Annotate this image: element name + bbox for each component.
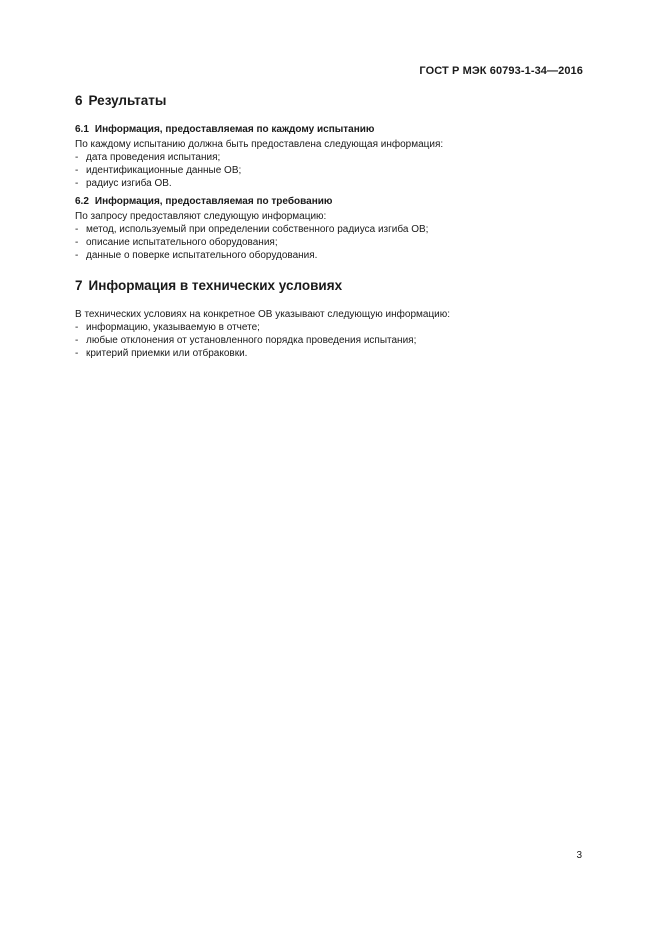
page-content xyxy=(75,93,595,360)
dash-marker: - xyxy=(75,165,79,176)
dash-marker: - xyxy=(75,152,79,163)
bullet-list-7 xyxy=(75,321,595,360)
subsection-number: 6.2 xyxy=(75,196,89,207)
document-code: ГОСТ Р МЭК 60793-1-34—2016 xyxy=(419,65,583,77)
dash-marker: - xyxy=(75,224,79,235)
dash-marker: - xyxy=(75,348,79,359)
dash-marker: - xyxy=(75,178,79,189)
section-title: Результаты xyxy=(88,93,167,108)
section-7-heading xyxy=(75,278,595,294)
list-item: - критерий приемки или отбраковки. xyxy=(75,348,248,359)
list-item: - метод, используемый при определении собственного радиуса изгиба ОВ; xyxy=(75,224,429,235)
list-item: - информацию, указываемую в отчете; xyxy=(75,322,260,333)
section-number: 6 xyxy=(75,93,83,108)
list-item: - дата проведения испытания; xyxy=(75,152,221,163)
paragraph: По каждому испытанию должна быть предоставлена следующая информация: xyxy=(75,139,444,150)
list-item: - любые отклонения от установленного порядка проведения испытания; xyxy=(75,335,417,346)
list-item: - радиус изгиба ОВ. xyxy=(75,178,172,189)
subsection-title: Информация, предоставляемая по требованию xyxy=(94,196,333,207)
dash-marker: - xyxy=(75,250,79,261)
paragraph: По запросу предоставляют следующую информацию: xyxy=(75,211,327,222)
list-item: - идентификационные данные ОВ; xyxy=(75,165,242,176)
list-item: - данные о поверке испытательного оборудования. xyxy=(75,250,318,261)
section-number: 7 xyxy=(75,278,83,293)
dash-marker: - xyxy=(75,322,79,333)
paragraph: В технических условиях на конкретное ОВ указывают следующую информацию: xyxy=(75,309,451,320)
bullet-list-6-1 xyxy=(75,151,595,190)
list-item: - описание испытательного оборудования; xyxy=(75,237,278,248)
dash-marker: - xyxy=(75,335,79,346)
subsection-number: 6.1 xyxy=(75,124,89,135)
subsection-title: Информация, предоставляемая по каждому испытанию xyxy=(94,124,375,135)
section-title: Информация в технических условиях xyxy=(88,278,343,293)
subsection-6-2-heading xyxy=(75,195,595,208)
bullet-list-6-2 xyxy=(75,223,595,262)
section-6-heading xyxy=(75,93,595,109)
dash-marker: - xyxy=(75,237,79,248)
subsection-6-1-heading xyxy=(75,123,595,136)
page-number: 3 xyxy=(576,850,582,861)
